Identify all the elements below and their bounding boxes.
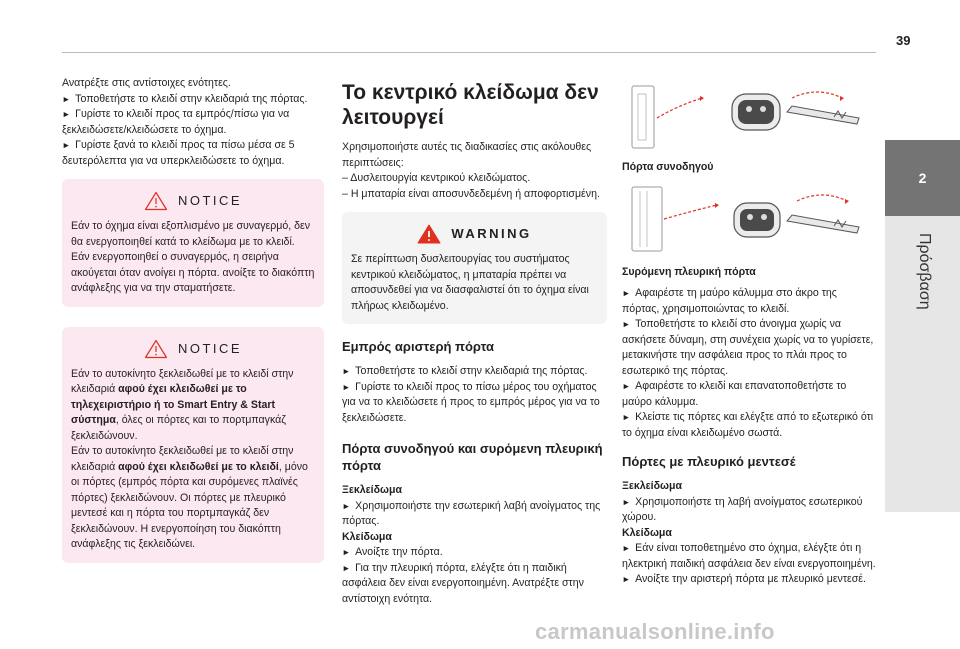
chapter-title: Πρόσβαση	[916, 232, 933, 310]
subheading: Κλείδωμα	[342, 530, 392, 543]
section-heading: Πόρτα συνοδηγού και συρόμενη πλευρική πόρτα	[342, 441, 603, 473]
text-run-bold: αφού έχει κλειδωθεί με το κλειδί	[118, 460, 279, 473]
text-run-bold: αφού έχει κλειδωθεί με το τηλεχειριστήριο ή το Smart Entry & Start σύστημα	[71, 383, 276, 426]
list-item: ► Ανοίξτε την πόρτα.	[342, 545, 607, 561]
list-item: ► Τοποθετήστε το κλειδί στο άνοιγμα χωρίς να ασκήσετε δύναμη, στη συνέχεια χωρίς να το γυρίσετε, μετακινήστε την ασφάλεια προς το πλάι προς το εσωτερικό της πόρτας.	[622, 317, 877, 379]
intro-line: Ανατρέξτε στις αντίστοιχες ενότητες.	[62, 77, 231, 89]
section-heading: Πόρτες με πλευρικό μεντεσέ	[622, 454, 796, 469]
notice-header	[71, 189, 315, 213]
notice-box-unlocking	[62, 327, 324, 563]
column-left	[62, 76, 324, 563]
figure-caption: Συρόμενη πλευρική πόρτα	[622, 265, 756, 278]
notice-paragraph	[71, 367, 315, 445]
list-item: ► Ανοίξτε την αριστερή πόρτα με πλευρικό μεντεσέ.	[622, 572, 877, 588]
section-heading: Εμπρός αριστερή πόρτα	[342, 339, 495, 354]
list-item: ► Χρησιμοποιήστε τη λαβή ανοίγματος εσωτερικού χώρου.	[622, 495, 877, 526]
notice-box-alarm	[62, 179, 324, 307]
text-run: , μόνο οι πόρτες (εμπρός πόρτα και συρόμενες πλαϊνές πόρτες) ξεκλειδώνουν. Οι πόρτες με πλευρικό μεντεσέ και η πόρτα του πορτμπαγκάζ δεν ξεκλειδώνουν. Η ενεργοποίηση του διακόπτη ανάφλεξης τις ξεκλειδώνει.	[71, 460, 308, 550]
section-title: Το κεντρικό κλείδωμα δεν λειτουργεί	[342, 81, 599, 129]
list-item: ► Γυρίστε ξανά το κλειδί προς τα πίσω μέσα σε 5 δευτερόλεπτα για να υπερκλειδώσετε το όχημα.	[62, 138, 324, 169]
warning-text: Σε περίπτωση δυσλειτουργίας του συστήματος κεντρικού κλειδώματος, η μπαταρία πρέπει να αποσυνδεθεί για να διασφαλιστεί ότι το όχημα είναι πλήρως κλειδωμένο.	[351, 253, 589, 312]
notice-title: NOTICE	[177, 340, 243, 356]
list-item: ► Εάν είναι τοποθετημένο στο όχημα, ελέγξτε ότι η ηλεκτρική παιδική ασφάλεια δεν είναι ενεργοποιημένη.	[622, 541, 877, 572]
notice-header	[71, 337, 315, 361]
text-run: , όλες οι πόρτες και το πορτμπαγκάζ ξεκλειδώνουν.	[71, 414, 286, 442]
notice-paragraph	[71, 444, 315, 553]
figure-caption: Πόρτα συνοδηγού	[622, 160, 714, 173]
list-item: ► Γυρίστε το κλειδί προς τα εμπρός/πίσω για να ξεκλειδώσετε/κλειδώσετε το όχημα.	[62, 107, 324, 138]
list-item: ► Γυρίστε το κλειδί προς το πίσω μέρος του οχήματος για να το κλειδώσετε ή προς το εμπρός μέρος για να το ξεκλειδώσετε.	[342, 380, 607, 427]
list-item: ► Αφαιρέστε τη μαύρο κάλυμμα στο άκρο της πόρτας, χρησιμοποιώντας το κλειδί.	[622, 286, 877, 317]
notice-icon	[144, 191, 168, 211]
chapter-number: 2	[885, 140, 960, 216]
case-item: – Δυσλειτουργία κεντρικού κλειδώματος.	[342, 172, 531, 184]
text-run: Εάν το αυτοκίνητο ξεκλειδωθεί με το κλειδί στην κλειδαριά	[71, 367, 294, 395]
watermark: carmanualsonline.info	[535, 619, 775, 644]
list-item: ► Για την πλευρική πόρτα, ελέγξτε ότι η παιδική ασφάλεια δεν είναι ενεργοποιημένη. Ανατρέξτε στην αντίστοιχη ενότητα.	[342, 561, 607, 608]
intro-text: Χρησιμοποιήστε αυτές τις διαδικασίες στις ακόλουθες περιπτώσεις:	[342, 141, 592, 169]
warning-box	[342, 212, 607, 324]
notice-text: Εάν το όχημα είναι εξοπλισμένο με συναγερμό, δεν θα ενεργοποιηθεί κατά το κλείδωμα με το κλειδί. Εάν ενεργοποιηθεί ο συναγερμός, η σειρήνα ακούγεται όταν ανοίγει η πόρτα. ανοίξτε το διακόπτη ανάφλεξης για να την σταματήσετε.	[71, 220, 315, 294]
case-item: – Η μπαταρία είναι αποσυνδεδεμένη ή αποφορτισμένη.	[342, 187, 600, 200]
column-right	[622, 76, 877, 588]
subheading: Κλείδωμα	[622, 526, 672, 539]
notice-icon	[144, 339, 168, 359]
list-item: ► Αφαιρέστε το κλειδί και επανατοποθετήστε το μαύρο κάλυμμα.	[622, 379, 877, 410]
list-item: ► Τοποθετήστε το κλειδί στην κλειδαριά της πόρτας.	[342, 364, 607, 380]
page-number: 39	[896, 33, 911, 48]
subheading: Ξεκλείδωμα	[622, 480, 682, 492]
subheading: Ξεκλείδωμα	[342, 484, 402, 496]
warning-header	[351, 222, 598, 246]
list-item: ► Τοποθετήστε το κλειδί στην κλειδαριά της πόρτας.	[62, 92, 324, 108]
text-run: Εάν το αυτοκίνητο ξεκλειδωθεί με το κλειδί στην κλειδαριά	[71, 445, 294, 473]
figure-sliding-door	[622, 181, 877, 256]
list-item: ► Κλείστε τις πόρτες και ελέγξτε από το εξωτερικό ότι το όχημα είναι κλειδωμένο σωστά.	[622, 410, 877, 441]
warning-icon	[417, 224, 441, 244]
list-item: ► Χρησιμοποιήστε την εσωτερική λαβή ανοίγματος της πόρτας.	[342, 499, 607, 530]
warning-title: WARNING	[451, 226, 532, 242]
column-middle	[342, 76, 607, 607]
notice-title: NOTICE	[177, 193, 243, 209]
figure-passenger-door	[622, 76, 877, 151]
chapter-tab[interactable]	[885, 140, 960, 512]
top-divider	[62, 52, 876, 53]
